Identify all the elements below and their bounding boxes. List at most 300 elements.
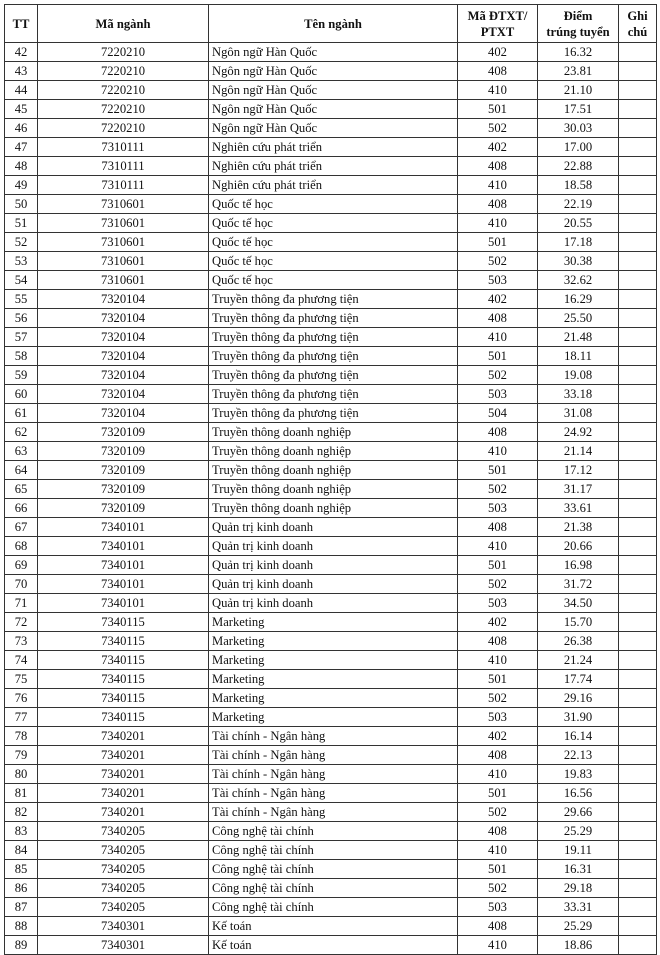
cell-tt: 42 (5, 43, 38, 62)
cell-ghi-chu (619, 860, 657, 879)
cell-diem: 25.29 (538, 822, 619, 841)
cell-ten-nganh: Ngôn ngữ Hàn Quốc (209, 43, 458, 62)
cell-ma-ptxt: 503 (458, 499, 538, 518)
cell-ma-ptxt: 503 (458, 271, 538, 290)
cell-tt: 79 (5, 746, 38, 765)
cell-ma-ptxt: 502 (458, 689, 538, 708)
cell-diem: 25.50 (538, 309, 619, 328)
cell-ma-nganh: 7340115 (38, 670, 209, 689)
table-row (5, 537, 657, 556)
table-row (5, 195, 657, 214)
cell-ten-nganh: Quản trị kinh doanh (209, 556, 458, 575)
cell-ma-ptxt: 402 (458, 43, 538, 62)
cell-ma-nganh: 7340205 (38, 898, 209, 917)
cell-ma-ptxt: 503 (458, 385, 538, 404)
table-row (5, 423, 657, 442)
cell-ten-nganh: Kế toán (209, 936, 458, 955)
cell-tt: 76 (5, 689, 38, 708)
cell-ghi-chu (619, 309, 657, 328)
cell-ten-nganh: Tài chính - Ngân hàng (209, 765, 458, 784)
cell-ma-nganh: 7320104 (38, 347, 209, 366)
cell-tt: 89 (5, 936, 38, 955)
cell-ma-ptxt: 408 (458, 746, 538, 765)
cell-diem: 29.66 (538, 803, 619, 822)
cell-ma-ptxt: 501 (458, 784, 538, 803)
cell-ma-nganh: 7340101 (38, 575, 209, 594)
cell-tt: 65 (5, 480, 38, 499)
cell-tt: 55 (5, 290, 38, 309)
cell-ghi-chu (619, 879, 657, 898)
cell-diem: 18.11 (538, 347, 619, 366)
cell-ghi-chu (619, 746, 657, 765)
header-ma-ptxt: Mã ĐTXT/ PTXT (458, 5, 538, 43)
cell-tt: 60 (5, 385, 38, 404)
cell-ma-nganh: 7320109 (38, 442, 209, 461)
table-row (5, 442, 657, 461)
table-row (5, 860, 657, 879)
cell-tt: 45 (5, 100, 38, 119)
table-row (5, 100, 657, 119)
cell-ten-nganh: Công nghệ tài chính (209, 898, 458, 917)
cell-tt: 67 (5, 518, 38, 537)
table-row (5, 138, 657, 157)
cell-ghi-chu (619, 784, 657, 803)
cell-ma-nganh: 7320109 (38, 461, 209, 480)
cell-ten-nganh: Truyền thông doanh nghiệp (209, 480, 458, 499)
cell-ten-nganh: Quốc tế học (209, 233, 458, 252)
cell-ghi-chu (619, 442, 657, 461)
cell-ma-ptxt: 410 (458, 214, 538, 233)
cell-tt: 52 (5, 233, 38, 252)
cell-diem: 32.62 (538, 271, 619, 290)
cell-diem: 17.12 (538, 461, 619, 480)
cell-diem: 21.24 (538, 651, 619, 670)
cell-ma-ptxt: 502 (458, 119, 538, 138)
cell-ten-nganh: Tài chính - Ngân hàng (209, 803, 458, 822)
cell-diem: 18.58 (538, 176, 619, 195)
cell-tt: 61 (5, 404, 38, 423)
cell-diem: 31.08 (538, 404, 619, 423)
cell-ten-nganh: Ngôn ngữ Hàn Quốc (209, 62, 458, 81)
table-row (5, 328, 657, 347)
cell-ghi-chu (619, 233, 657, 252)
table-row (5, 385, 657, 404)
cell-ma-nganh: 7310601 (38, 195, 209, 214)
table-row (5, 708, 657, 727)
cell-ten-nganh: Công nghệ tài chính (209, 879, 458, 898)
cell-diem: 21.48 (538, 328, 619, 347)
table-row (5, 784, 657, 803)
cell-ma-nganh: 7320109 (38, 480, 209, 499)
cell-ghi-chu (619, 347, 657, 366)
cell-diem: 24.92 (538, 423, 619, 442)
cell-ten-nganh: Ngôn ngữ Hàn Quốc (209, 81, 458, 100)
cell-ten-nganh: Marketing (209, 708, 458, 727)
cell-ma-nganh: 7310111 (38, 176, 209, 195)
cell-ten-nganh: Ngôn ngữ Hàn Quốc (209, 100, 458, 119)
cell-ghi-chu (619, 727, 657, 746)
cell-tt: 87 (5, 898, 38, 917)
table-row (5, 271, 657, 290)
cell-ma-nganh: 7340101 (38, 556, 209, 575)
table-row (5, 917, 657, 936)
cell-diem: 23.81 (538, 62, 619, 81)
cell-ten-nganh: Quản trị kinh doanh (209, 594, 458, 613)
cell-diem: 16.14 (538, 727, 619, 746)
cell-ma-nganh: 7220210 (38, 119, 209, 138)
cell-ghi-chu (619, 62, 657, 81)
table-row (5, 119, 657, 138)
table-row (5, 347, 657, 366)
cell-ghi-chu (619, 917, 657, 936)
cell-diem: 30.03 (538, 119, 619, 138)
cell-ten-nganh: Truyền thông đa phương tiện (209, 309, 458, 328)
cell-tt: 48 (5, 157, 38, 176)
cell-diem: 21.14 (538, 442, 619, 461)
cell-diem: 25.29 (538, 917, 619, 936)
cell-ma-nganh: 7340205 (38, 841, 209, 860)
cell-ten-nganh: Công nghệ tài chính (209, 841, 458, 860)
cell-ma-nganh: 7340301 (38, 936, 209, 955)
cell-tt: 51 (5, 214, 38, 233)
cell-ten-nganh: Truyền thông đa phương tiện (209, 347, 458, 366)
cell-ma-nganh: 7340201 (38, 746, 209, 765)
table-row (5, 841, 657, 860)
cell-diem: 16.56 (538, 784, 619, 803)
cell-ten-nganh: Marketing (209, 632, 458, 651)
table-row (5, 366, 657, 385)
cell-ma-nganh: 7320104 (38, 328, 209, 347)
cell-ma-nganh: 7340205 (38, 822, 209, 841)
cell-ma-nganh: 7320104 (38, 404, 209, 423)
cell-ten-nganh: Công nghệ tài chính (209, 822, 458, 841)
cell-ghi-chu (619, 214, 657, 233)
cell-ma-ptxt: 502 (458, 366, 538, 385)
cell-tt: 46 (5, 119, 38, 138)
cell-tt: 66 (5, 499, 38, 518)
cell-ma-ptxt: 504 (458, 404, 538, 423)
cell-diem: 29.18 (538, 879, 619, 898)
table-row (5, 670, 657, 689)
table-row (5, 309, 657, 328)
cell-tt: 54 (5, 271, 38, 290)
table-row (5, 575, 657, 594)
cell-diem: 21.38 (538, 518, 619, 537)
cell-ma-nganh: 7340201 (38, 803, 209, 822)
cell-ma-ptxt: 410 (458, 841, 538, 860)
cell-ma-ptxt: 501 (458, 233, 538, 252)
table-row (5, 43, 657, 62)
cell-ma-nganh: 7340115 (38, 689, 209, 708)
cell-ma-nganh: 7340101 (38, 594, 209, 613)
cell-ghi-chu (619, 290, 657, 309)
table-row (5, 233, 657, 252)
cell-tt: 70 (5, 575, 38, 594)
cell-tt: 74 (5, 651, 38, 670)
table-row (5, 613, 657, 632)
cell-ghi-chu (619, 822, 657, 841)
cell-diem: 30.38 (538, 252, 619, 271)
cell-ghi-chu (619, 499, 657, 518)
cell-ghi-chu (619, 43, 657, 62)
cell-ten-nganh: Quốc tế học (209, 214, 458, 233)
cell-diem: 26.38 (538, 632, 619, 651)
cell-ghi-chu (619, 100, 657, 119)
cell-tt: 57 (5, 328, 38, 347)
table-row (5, 176, 657, 195)
table-row (5, 157, 657, 176)
cell-ten-nganh: Marketing (209, 670, 458, 689)
cell-ma-ptxt: 402 (458, 727, 538, 746)
cell-ma-nganh: 7340115 (38, 613, 209, 632)
cell-ghi-chu (619, 556, 657, 575)
cell-ghi-chu (619, 385, 657, 404)
cell-ma-ptxt: 408 (458, 917, 538, 936)
cell-ten-nganh: Truyền thông doanh nghiệp (209, 423, 458, 442)
cell-ghi-chu (619, 138, 657, 157)
cell-tt: 44 (5, 81, 38, 100)
cell-ghi-chu (619, 480, 657, 499)
cell-ma-nganh: 7220210 (38, 81, 209, 100)
table-row (5, 556, 657, 575)
cell-diem: 31.17 (538, 480, 619, 499)
cell-ghi-chu (619, 575, 657, 594)
cell-diem: 33.18 (538, 385, 619, 404)
cell-ghi-chu (619, 765, 657, 784)
cell-ma-ptxt: 503 (458, 708, 538, 727)
cell-ma-ptxt: 408 (458, 157, 538, 176)
table-row (5, 81, 657, 100)
cell-ghi-chu (619, 195, 657, 214)
cell-tt: 56 (5, 309, 38, 328)
table-row (5, 689, 657, 708)
header-diem-trung-tuyen: Điểm trúng tuyển (538, 5, 619, 43)
cell-ma-nganh: 7320104 (38, 385, 209, 404)
table-row (5, 936, 657, 955)
cell-ghi-chu (619, 176, 657, 195)
cell-ghi-chu (619, 670, 657, 689)
cell-ghi-chu (619, 594, 657, 613)
cell-ten-nganh: Quốc tế học (209, 195, 458, 214)
cell-ten-nganh: Nghiên cứu phát triển (209, 157, 458, 176)
cell-ma-ptxt: 502 (458, 252, 538, 271)
cell-ten-nganh: Quản trị kinh doanh (209, 537, 458, 556)
cell-tt: 80 (5, 765, 38, 784)
cell-ma-ptxt: 502 (458, 575, 538, 594)
table-row (5, 746, 657, 765)
cell-ten-nganh: Tài chính - Ngân hàng (209, 784, 458, 803)
cell-ten-nganh: Truyền thông đa phương tiện (209, 366, 458, 385)
cell-diem: 29.16 (538, 689, 619, 708)
cell-ten-nganh: Truyền thông đa phương tiện (209, 328, 458, 347)
cell-tt: 49 (5, 176, 38, 195)
cell-ma-ptxt: 410 (458, 651, 538, 670)
cell-diem: 17.74 (538, 670, 619, 689)
cell-ten-nganh: Marketing (209, 689, 458, 708)
cell-ghi-chu (619, 936, 657, 955)
cell-ma-ptxt: 501 (458, 860, 538, 879)
cell-ma-nganh: 7310601 (38, 214, 209, 233)
table-row (5, 822, 657, 841)
table-row (5, 765, 657, 784)
table-header-row (5, 5, 657, 43)
cell-ma-nganh: 7340201 (38, 765, 209, 784)
cell-tt: 85 (5, 860, 38, 879)
header-tt: TT (5, 5, 38, 43)
cell-diem: 22.88 (538, 157, 619, 176)
header-ten-nganh: Tên ngành (209, 5, 458, 43)
header-ghi-chu: Ghi chú (619, 5, 657, 43)
table-row (5, 480, 657, 499)
cell-tt: 77 (5, 708, 38, 727)
cell-diem: 17.00 (538, 138, 619, 157)
table-row (5, 803, 657, 822)
cell-ma-ptxt: 501 (458, 556, 538, 575)
cell-ma-nganh: 7340201 (38, 727, 209, 746)
cell-tt: 53 (5, 252, 38, 271)
cell-diem: 16.31 (538, 860, 619, 879)
cell-ten-nganh: Truyền thông doanh nghiệp (209, 442, 458, 461)
table-row (5, 404, 657, 423)
cell-ma-nganh: 7320104 (38, 366, 209, 385)
cell-ghi-chu (619, 689, 657, 708)
cell-ghi-chu (619, 81, 657, 100)
cell-ten-nganh: Ngôn ngữ Hàn Quốc (209, 119, 458, 138)
cell-ma-ptxt: 408 (458, 195, 538, 214)
cell-tt: 86 (5, 879, 38, 898)
cell-ma-ptxt: 410 (458, 81, 538, 100)
table-row (5, 252, 657, 271)
cell-tt: 59 (5, 366, 38, 385)
cell-ma-ptxt: 402 (458, 138, 538, 157)
cell-diem: 16.32 (538, 43, 619, 62)
table-row (5, 461, 657, 480)
cell-ma-nganh: 7340205 (38, 860, 209, 879)
cell-diem: 15.70 (538, 613, 619, 632)
cell-diem: 17.18 (538, 233, 619, 252)
cell-tt: 84 (5, 841, 38, 860)
cell-ten-nganh: Truyền thông đa phương tiện (209, 385, 458, 404)
cell-ma-ptxt: 408 (458, 632, 538, 651)
cell-ma-nganh: 7220210 (38, 43, 209, 62)
cell-diem: 20.66 (538, 537, 619, 556)
cell-ghi-chu (619, 461, 657, 480)
cell-ma-ptxt: 410 (458, 765, 538, 784)
cell-ma-nganh: 7340115 (38, 708, 209, 727)
cell-tt: 58 (5, 347, 38, 366)
cell-tt: 88 (5, 917, 38, 936)
table-row (5, 62, 657, 81)
cell-diem: 19.11 (538, 841, 619, 860)
cell-ghi-chu (619, 119, 657, 138)
cell-tt: 47 (5, 138, 38, 157)
cell-tt: 68 (5, 537, 38, 556)
header-ma-nganh: Mã ngành (38, 5, 209, 43)
cell-ghi-chu (619, 518, 657, 537)
cell-diem: 33.61 (538, 499, 619, 518)
cell-tt: 81 (5, 784, 38, 803)
cell-tt: 72 (5, 613, 38, 632)
cell-tt: 43 (5, 62, 38, 81)
cell-ma-nganh: 7320109 (38, 499, 209, 518)
cell-ma-nganh: 7340101 (38, 537, 209, 556)
cell-tt: 64 (5, 461, 38, 480)
cell-ten-nganh: Truyền thông đa phương tiện (209, 290, 458, 309)
cell-ma-ptxt: 502 (458, 480, 538, 499)
cell-ten-nganh: Kế toán (209, 917, 458, 936)
cell-diem: 33.31 (538, 898, 619, 917)
cell-tt: 75 (5, 670, 38, 689)
cell-ma-nganh: 7310601 (38, 252, 209, 271)
cell-diem: 18.86 (538, 936, 619, 955)
cell-diem: 31.72 (538, 575, 619, 594)
cell-ma-nganh: 7320109 (38, 423, 209, 442)
cell-ghi-chu (619, 366, 657, 385)
cell-ten-nganh: Quản trị kinh doanh (209, 518, 458, 537)
cell-ma-ptxt: 502 (458, 803, 538, 822)
cell-ten-nganh: Quốc tế học (209, 252, 458, 271)
cell-ten-nganh: Nghiên cứu phát triển (209, 138, 458, 157)
cell-ma-ptxt: 502 (458, 879, 538, 898)
cell-ghi-chu (619, 803, 657, 822)
cell-ma-nganh: 7220210 (38, 100, 209, 119)
cell-ma-ptxt: 501 (458, 347, 538, 366)
cell-ma-nganh: 7340101 (38, 518, 209, 537)
cell-ma-nganh: 7220210 (38, 62, 209, 81)
cell-tt: 78 (5, 727, 38, 746)
cell-tt: 50 (5, 195, 38, 214)
cell-ma-ptxt: 402 (458, 613, 538, 632)
cell-ghi-chu (619, 252, 657, 271)
cell-ma-ptxt: 503 (458, 594, 538, 613)
cell-ghi-chu (619, 328, 657, 347)
cell-ghi-chu (619, 613, 657, 632)
cell-ghi-chu (619, 537, 657, 556)
cell-ghi-chu (619, 898, 657, 917)
cell-tt: 69 (5, 556, 38, 575)
cell-tt: 71 (5, 594, 38, 613)
cell-ten-nganh: Truyền thông doanh nghiệp (209, 461, 458, 480)
cell-ma-ptxt: 408 (458, 423, 538, 442)
cell-ghi-chu (619, 708, 657, 727)
table-row (5, 898, 657, 917)
cell-ten-nganh: Marketing (209, 651, 458, 670)
table-row (5, 632, 657, 651)
cell-ma-ptxt: 408 (458, 309, 538, 328)
cell-tt: 82 (5, 803, 38, 822)
cell-diem: 19.83 (538, 765, 619, 784)
cell-ma-nganh: 7310111 (38, 157, 209, 176)
table-row (5, 290, 657, 309)
cell-diem: 22.19 (538, 195, 619, 214)
cell-diem: 21.10 (538, 81, 619, 100)
cell-diem: 16.98 (538, 556, 619, 575)
cell-ma-ptxt: 410 (458, 176, 538, 195)
cell-diem: 19.08 (538, 366, 619, 385)
cell-ghi-chu (619, 423, 657, 442)
cell-tt: 73 (5, 632, 38, 651)
cell-ten-nganh: Quản trị kinh doanh (209, 575, 458, 594)
cell-ma-ptxt: 410 (458, 442, 538, 461)
cell-ma-nganh: 7310111 (38, 138, 209, 157)
table-row (5, 594, 657, 613)
cell-ma-ptxt: 501 (458, 670, 538, 689)
table-row (5, 651, 657, 670)
cell-ma-nganh: 7310601 (38, 271, 209, 290)
cell-ghi-chu (619, 404, 657, 423)
cell-ghi-chu (619, 632, 657, 651)
cell-ma-ptxt: 408 (458, 518, 538, 537)
